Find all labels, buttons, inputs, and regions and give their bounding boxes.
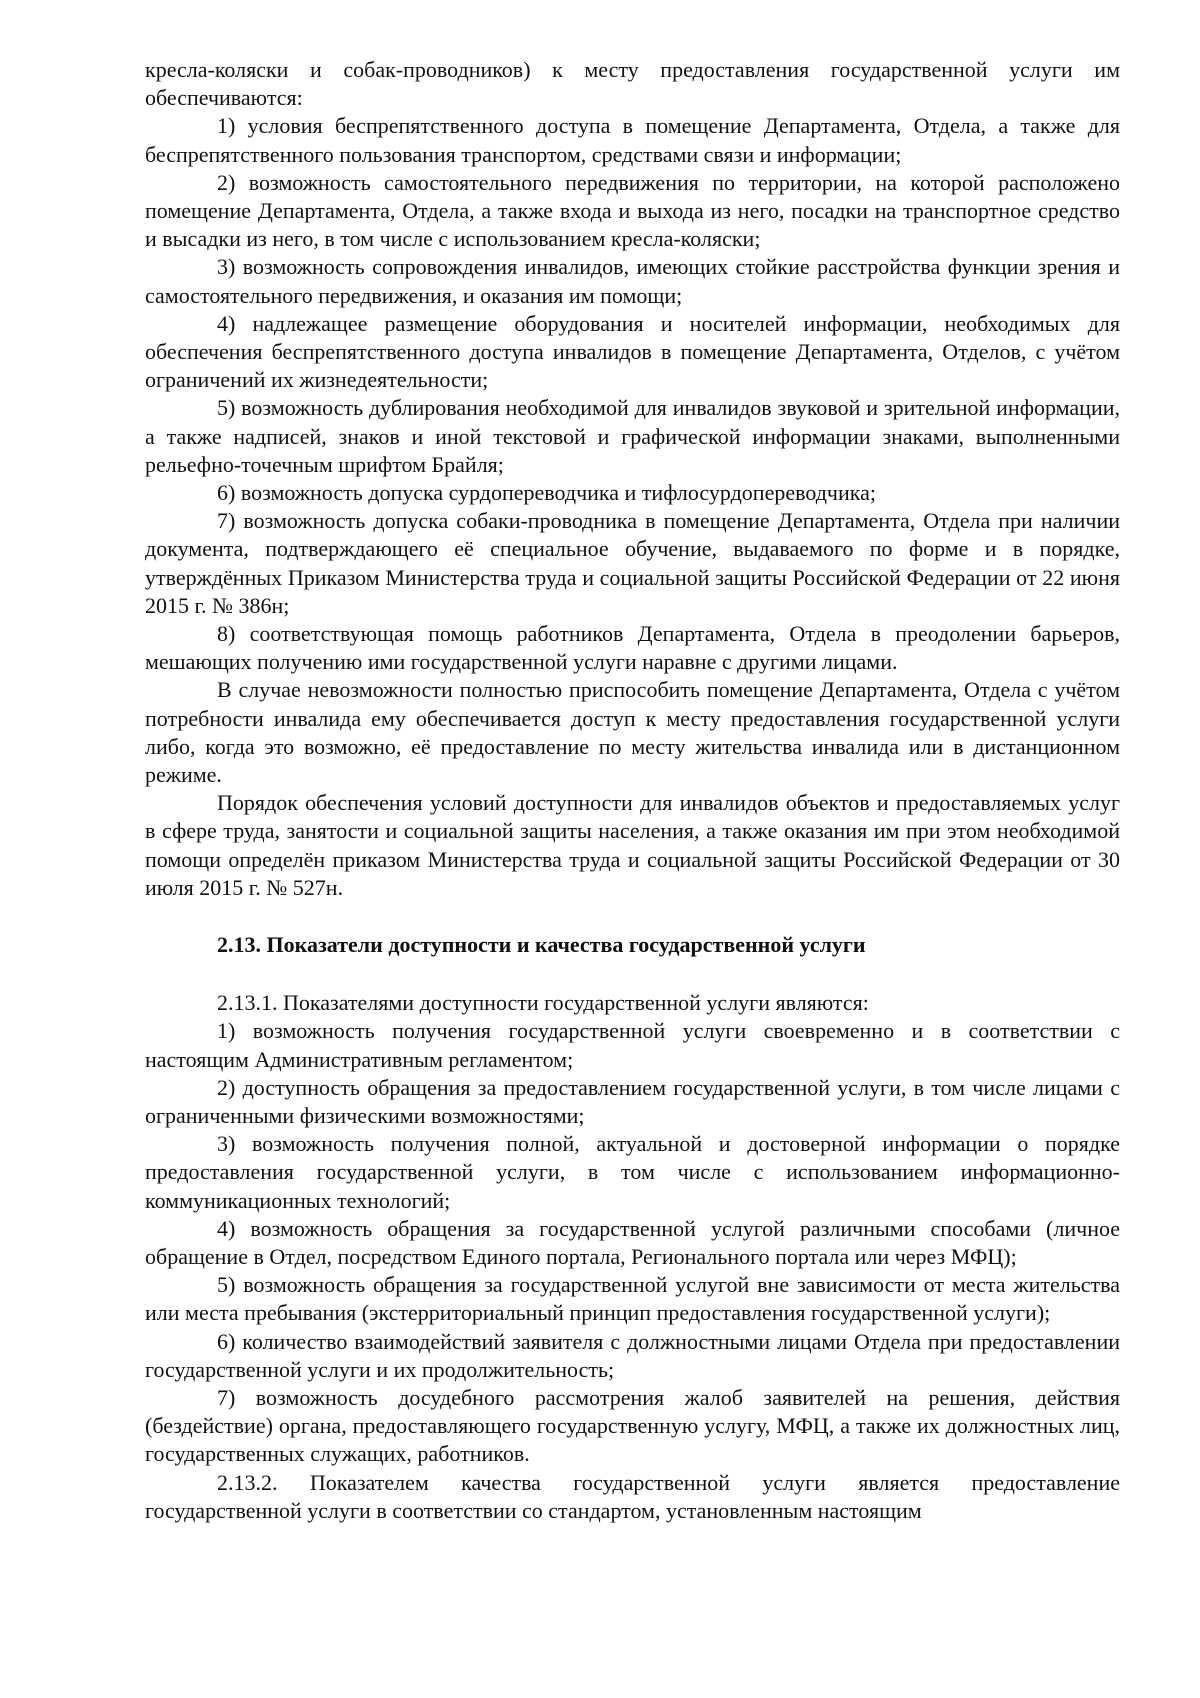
indicator-item-6: 6) количество взаимодействий заявителя с должностными лицами Отдела при предоставлении государственной услуги и их продолжительность; xyxy=(145,1328,1120,1382)
indicator-item-3: 3) возможность получения полной, актуальной и достоверной информации о порядке предоставления государственной услуги, в том числе с использованием информационно-коммуникационных технологий; xyxy=(145,1131,1120,1213)
list-item-7: 7) возможность допуска собаки-проводника в помещение Департамента, Отдела при наличии документа, подтверждающего её специальное обучение, выдаваемого по форме и в порядке, утверждённых Приказом Министерства труда и социальной защиты Российской Федерации от 22 июня 2015 г. № 386н; xyxy=(145,508,1120,618)
paragraph-continuation: кресла-коляски и собак-проводников) к месту предоставления государственной услуги им обеспечиваются: xyxy=(145,57,1120,111)
indicator-item-1: 1) возможность получения государственной услуги своевременно и в соответствии с настоящим Административным регламентом; xyxy=(145,1018,1120,1072)
list-item-3: 3) возможность сопровождения инвалидов, имеющих стойкие расстройства функции зрения и самостоятельного передвижения, и оказания им помощи; xyxy=(145,254,1120,308)
indicator-item-4: 4) возможность обращения за государственной услугой различными способами (личное обращение в Отдел, посредством Единого портала, Регионального портала или через МФЦ); xyxy=(145,1215,1120,1269)
list-item-4: 4) надлежащее размещение оборудования и носителей информации, необходимых для обеспечения беспрепятственного доступа инвалидов в помещение Департамента, Отделов, с учётом ограничений их жизнедеятельности; xyxy=(145,310,1120,393)
section-heading: 2.13. Показатели доступности и качества государственной услуги xyxy=(217,932,866,958)
paragraph-2-13-1: 2.13.1. Показателями доступности государственной услуги являются: xyxy=(217,990,869,1016)
document-page xyxy=(145,56,1120,1525)
list-item-2: 2) возможность самостоятельного передвижения по территории, на которой расположено помещение Департамента, Отдела, а также входа и выхода из него, посадки на транспортное средство и высадки из него, в том числе с использованием кресла-коляски; xyxy=(145,169,1120,252)
indicator-item-2: 2) доступность обращения за предоставлением государственной услуги, в том числе лицами с ограниченными физическими возможностями; xyxy=(145,1074,1120,1128)
paragraph-2-13-2: 2.13.2. Показателем качества государственной услуги является предоставление государственной услуги в соответствии со стандартом, установленным настоящим xyxy=(145,1469,1120,1523)
paragraph-order-reference: Порядок обеспечения условий доступности для инвалидов объектов и предоставляемых услуг в сфере труда, занятости и социальной защиты населения, а также оказания им при этом необходимой помощи определён приказом Министерства труда и социальной защиты Российской Федерации от 30 июля 2015 г. № 527н. xyxy=(145,790,1120,900)
list-item-6: 6) возможность допуска сурдопереводчика и тифлосурдопереводчика; xyxy=(217,480,876,506)
indicator-item-5: 5) возможность обращения за государственной услугой вне зависимости от места жительства или места пребывания (экстерриториальный принцип предоставления государственной услуги); xyxy=(145,1272,1120,1326)
indicator-item-7: 7) возможность досудебного рассмотрения жалоб заявителей на решения, действия (бездействие) органа, предоставляющего государственную услугу, МФЦ, а также их должностных лиц, государственных служащих, работников. xyxy=(145,1384,1120,1467)
list-item-1: 1) условия беспрепятственного доступа в помещение Департамента, Отдела, а также для беспрепятственного пользования транспортом, средствами связи и информации; xyxy=(145,113,1120,167)
list-item-5: 5) возможность дублирования необходимой для инвалидов звуковой и зрительной информации, а также надписей, знаков и иной текстовой и графической информации знаками, выполненными рельефно-точечным шрифтом Брайля; xyxy=(145,395,1120,477)
paragraph-remote-access: В случае невозможности полностью приспособить помещение Департамента, Отдела с учётом потребности инвалида ему обеспечивается доступ к месту предоставления государственной услуги либо, когда это возможно, её предоставление по месту жительства инвалида или в дистанционном режиме. xyxy=(145,677,1120,788)
list-item-8: 8) соответствующая помощь работников Департамента, Отдела в преодолении барьеров, мешающих получению ими государственной услуги наравне с другими лицами. xyxy=(145,621,1120,675)
